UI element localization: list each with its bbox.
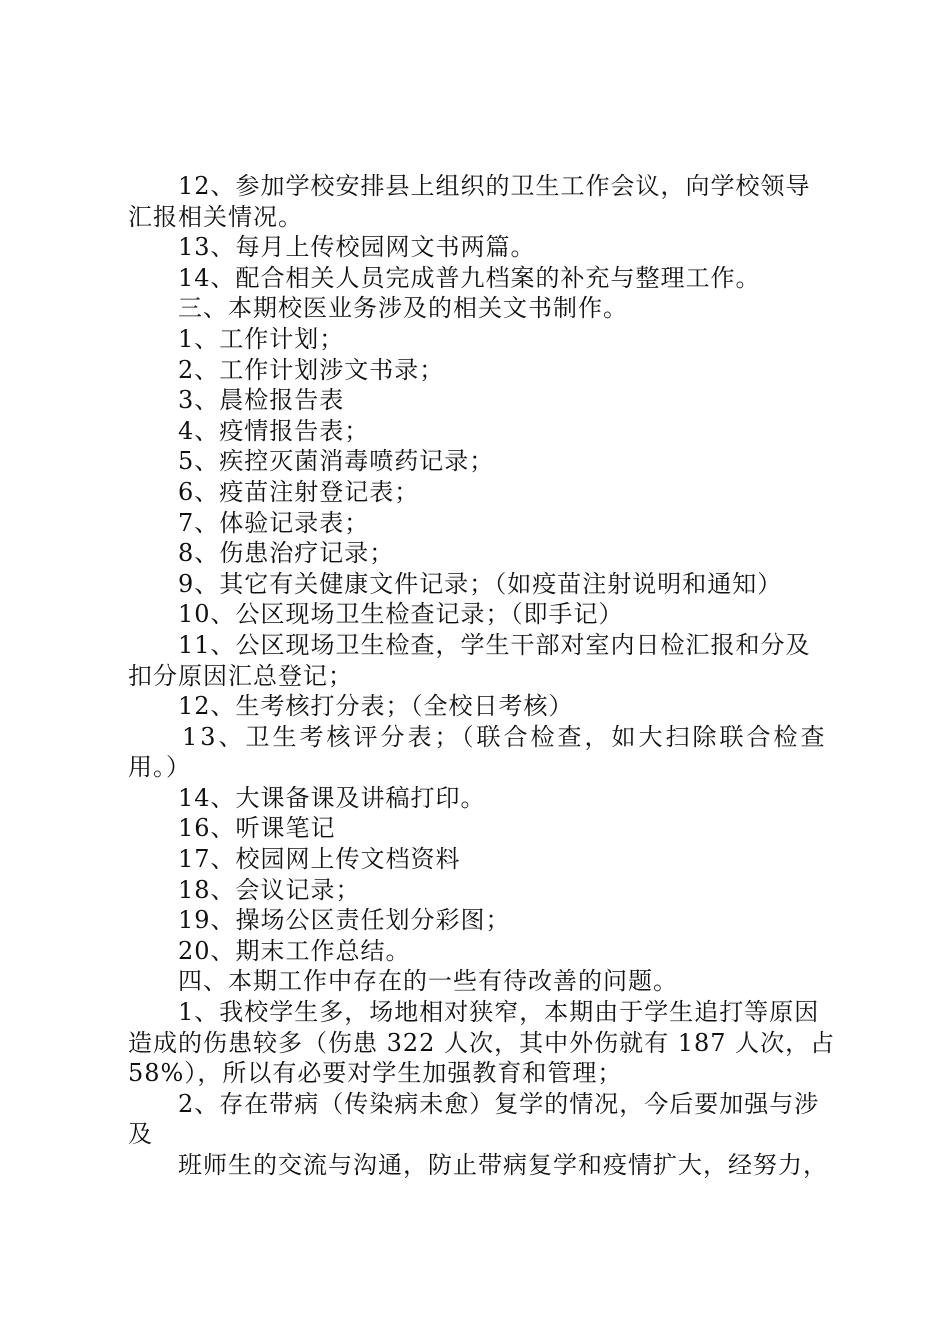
list-item: 9、其它有关健康文件记录；（如疫苗注射说明和通知） [178, 569, 783, 598]
list-item: 5、疾控灭菌消毒喷药记录； [178, 447, 495, 476]
list-item: 13、卫生考核评分表；（联合检查，如大扫除联合检查 [182, 722, 828, 751]
list-item: 16、听课笔记 [178, 814, 336, 843]
list-item: 2、工作计划涉文书录； [178, 355, 445, 384]
paragraph-line: 造成的伤患较多（伤患 322 人次，其中外伤就有 187 人次，占 [128, 1028, 836, 1057]
list-item-continuation: 用。） [128, 753, 191, 782]
paragraph-line: 13、每月上传校园网文书两篇。 [178, 233, 536, 262]
paragraph-line: 2、存在带病（传染病未愈）复学的情况，今后要加强与涉 [178, 1089, 820, 1118]
list-item: 20、期末工作总结。 [178, 936, 411, 965]
list-item: 12、生考核打分表；（全校日考核） [178, 692, 574, 721]
list-item-continuation: 扣分原因汇总登记； [128, 661, 353, 690]
list-item: 8、伤患治疗记录； [178, 539, 395, 568]
list-item: 14、大课备课及讲稿打印。 [178, 783, 486, 812]
list-item: 17、校园网上传文档资料 [178, 845, 461, 874]
list-item: 11、公区现场卫生检查，学生干部对室内日检汇报和分及 [178, 630, 811, 659]
list-item: 18、会议记录； [178, 875, 361, 904]
paragraph-line: 及 [128, 1120, 153, 1149]
list-item: 3、晨检报告表 [178, 386, 345, 415]
document-body [128, 171, 834, 1181]
paragraph-line: 班师生的交流与沟通，防止带病复学和疫情扩大，经努力， [178, 1151, 828, 1179]
list-item: 10、公区现场卫生检查记录；（即手记） [178, 600, 624, 629]
list-item: 6、疫苗注射登记表； [178, 477, 420, 506]
list-item: 4、疫情报告表； [178, 416, 370, 445]
paragraph-line: 58%），所以有必要对学生加强教育和管理； [128, 1059, 623, 1088]
list-item: 1、工作计划； [178, 324, 345, 353]
paragraph-line: 汇报相关情况。 [128, 202, 303, 231]
paragraph-line: 12、参加学校安排县上组织的卫生工作会议，向学校领导 [178, 172, 811, 200]
list-item: 7、体验记录表； [178, 508, 370, 537]
section-heading: 四、本期工作中存在的一些有待改善的问题。 [178, 967, 678, 996]
list-item: 19、操场公区责任划分彩图； [178, 906, 511, 935]
paragraph-line: 14、配合相关人员完成普九档案的补充与整理工作。 [178, 263, 761, 292]
section-heading: 三、本期校医业务涉及的相关文书制作。 [178, 294, 628, 323]
paragraph-line: 1、我校学生多，场地相对狭窄，本期由于学生追打等原因 [178, 998, 820, 1027]
